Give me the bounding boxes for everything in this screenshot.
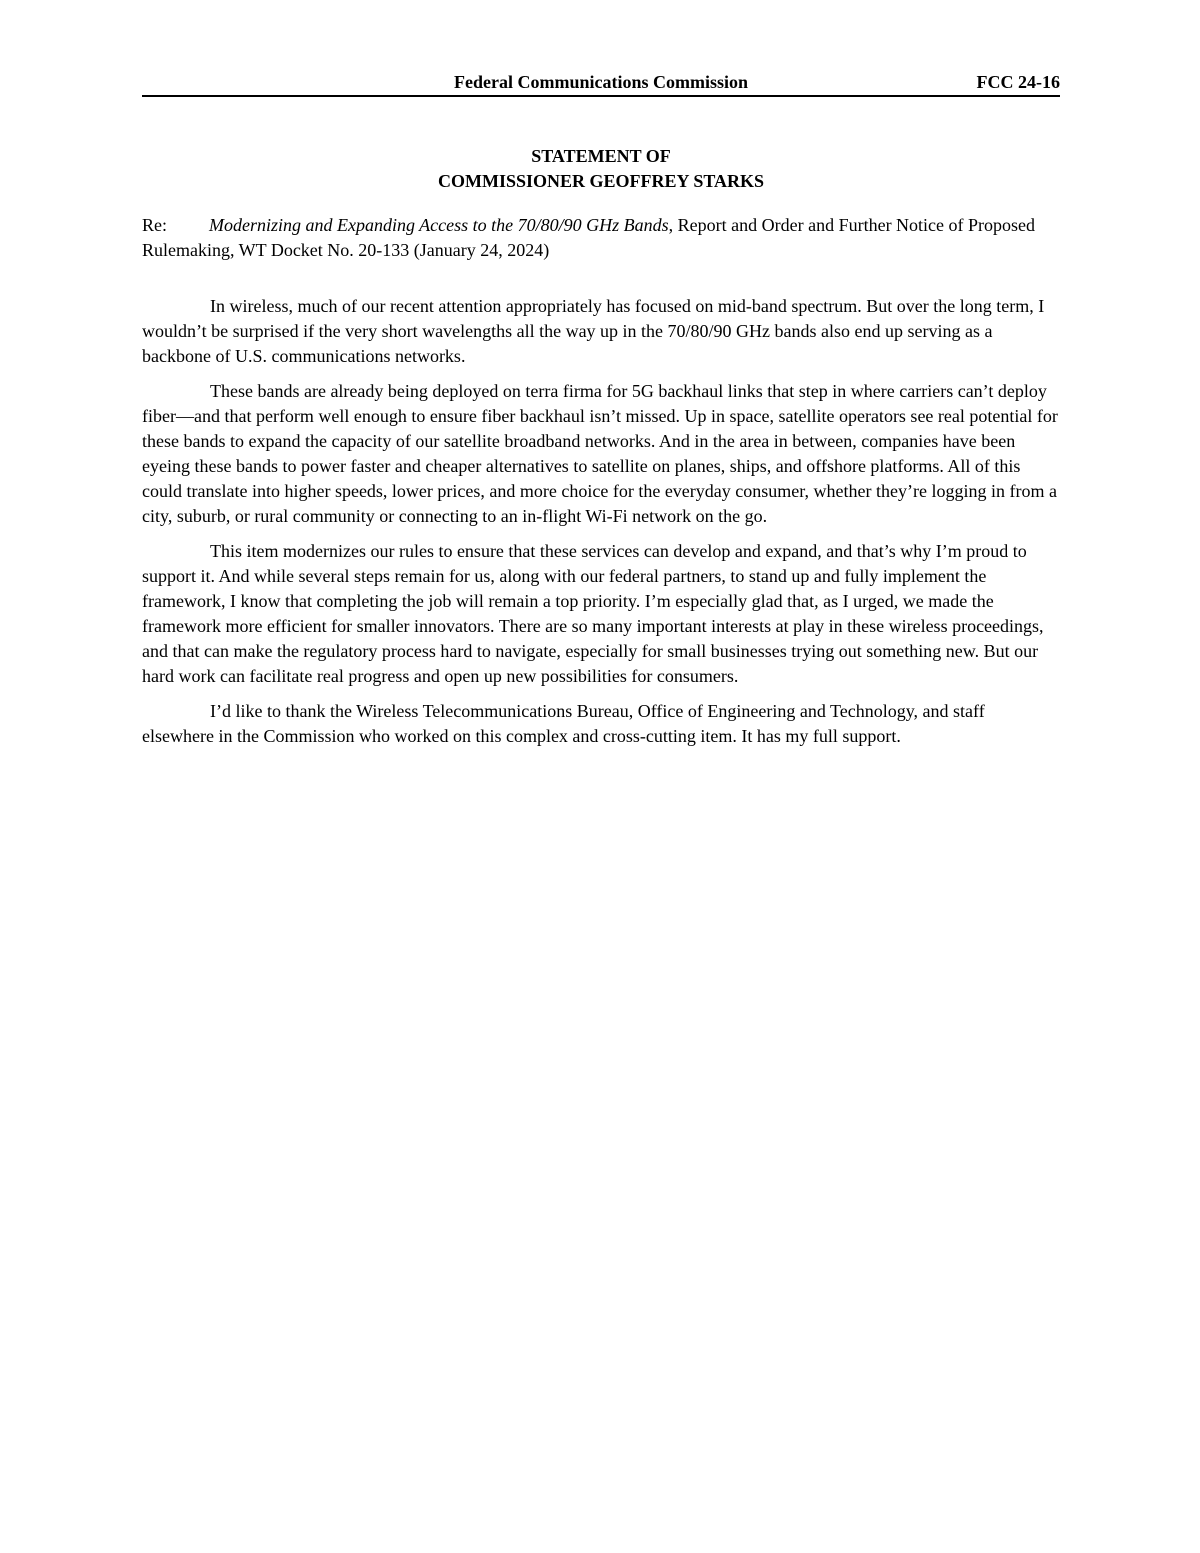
paragraph: These bands are already being deployed on terra firma for 5G backhaul links that step in where carriers can’t deploy fiber—and that perform well enough to ensure fiber backhaul isn’t missed. Up in space, satellite operators see real potential for these bands to expand the capacity of our satellite broadband networks. And in the area in between, companies have been eyeing these bands to power faster and cheaper alternatives to satellite on planes, ships, and offshore platforms. All of this could translate into higher speeds, lower prices, and more choice for the everyday consumer, whether they’re logging in from a city, suburb, or rural community or connecting to an in-flight Wi-Fi network on the go.	[142, 381, 1058, 526]
paragraph: This item modernizes our rules to ensure that these services can develop and expand, and that’s why I’m proud to support it. And while several steps remain for us, along with our federal partners, to stand up and fully implement the framework, I know that completing the job will remain a top priority. I’m especially glad that, as I urged, we made the framework more efficient for smaller innovators. There are so many important interests at play in these wireless proceedings, and that can make the regulatory process hard to navigate, especially for small businesses trying out something new. But our hard work can facilitate real progress and open up new possibilities for consumers.	[142, 541, 1044, 686]
header-agency-name: Federal Communications Commission	[454, 72, 748, 92]
page-header	[142, 70, 1060, 97]
statement-title	[142, 144, 1060, 194]
header-document-number: FCC 24-16	[976, 72, 1060, 92]
re-line	[142, 213, 1060, 263]
re-item-title: Modernizing and Expanding Access to the 70/80/90 GHz Bands	[209, 215, 669, 235]
document-page	[142, 70, 1060, 759]
re-label: Re:	[142, 215, 167, 235]
title-line-2: COMMISSIONER GEOFFREY STARKS	[437, 171, 765, 191]
paragraph: In wireless, much of our recent attention appropriately has focused on mid-band spectrum. But over the long term, I wouldn’t be surprised if the very short wavelengths all the way up in the 70/80/90 GHz bands also end up serving as a backbone of U.S. communications networks.	[142, 296, 1045, 366]
title-line-1: STATEMENT OF	[531, 146, 671, 166]
paragraph: I’d like to thank the Wireless Telecommunications Bureau, Office of Engineering and Technology, and staff elsewhere in the Commission who worked on this complex and cross-cutting item. It has my full support.	[142, 701, 985, 746]
re-item-details: , Report and Order and Further Notice of Proposed Rulemaking, WT Docket No. 20-133 (January 24, 2024)	[142, 215, 1036, 260]
statement-body	[142, 294, 1060, 749]
